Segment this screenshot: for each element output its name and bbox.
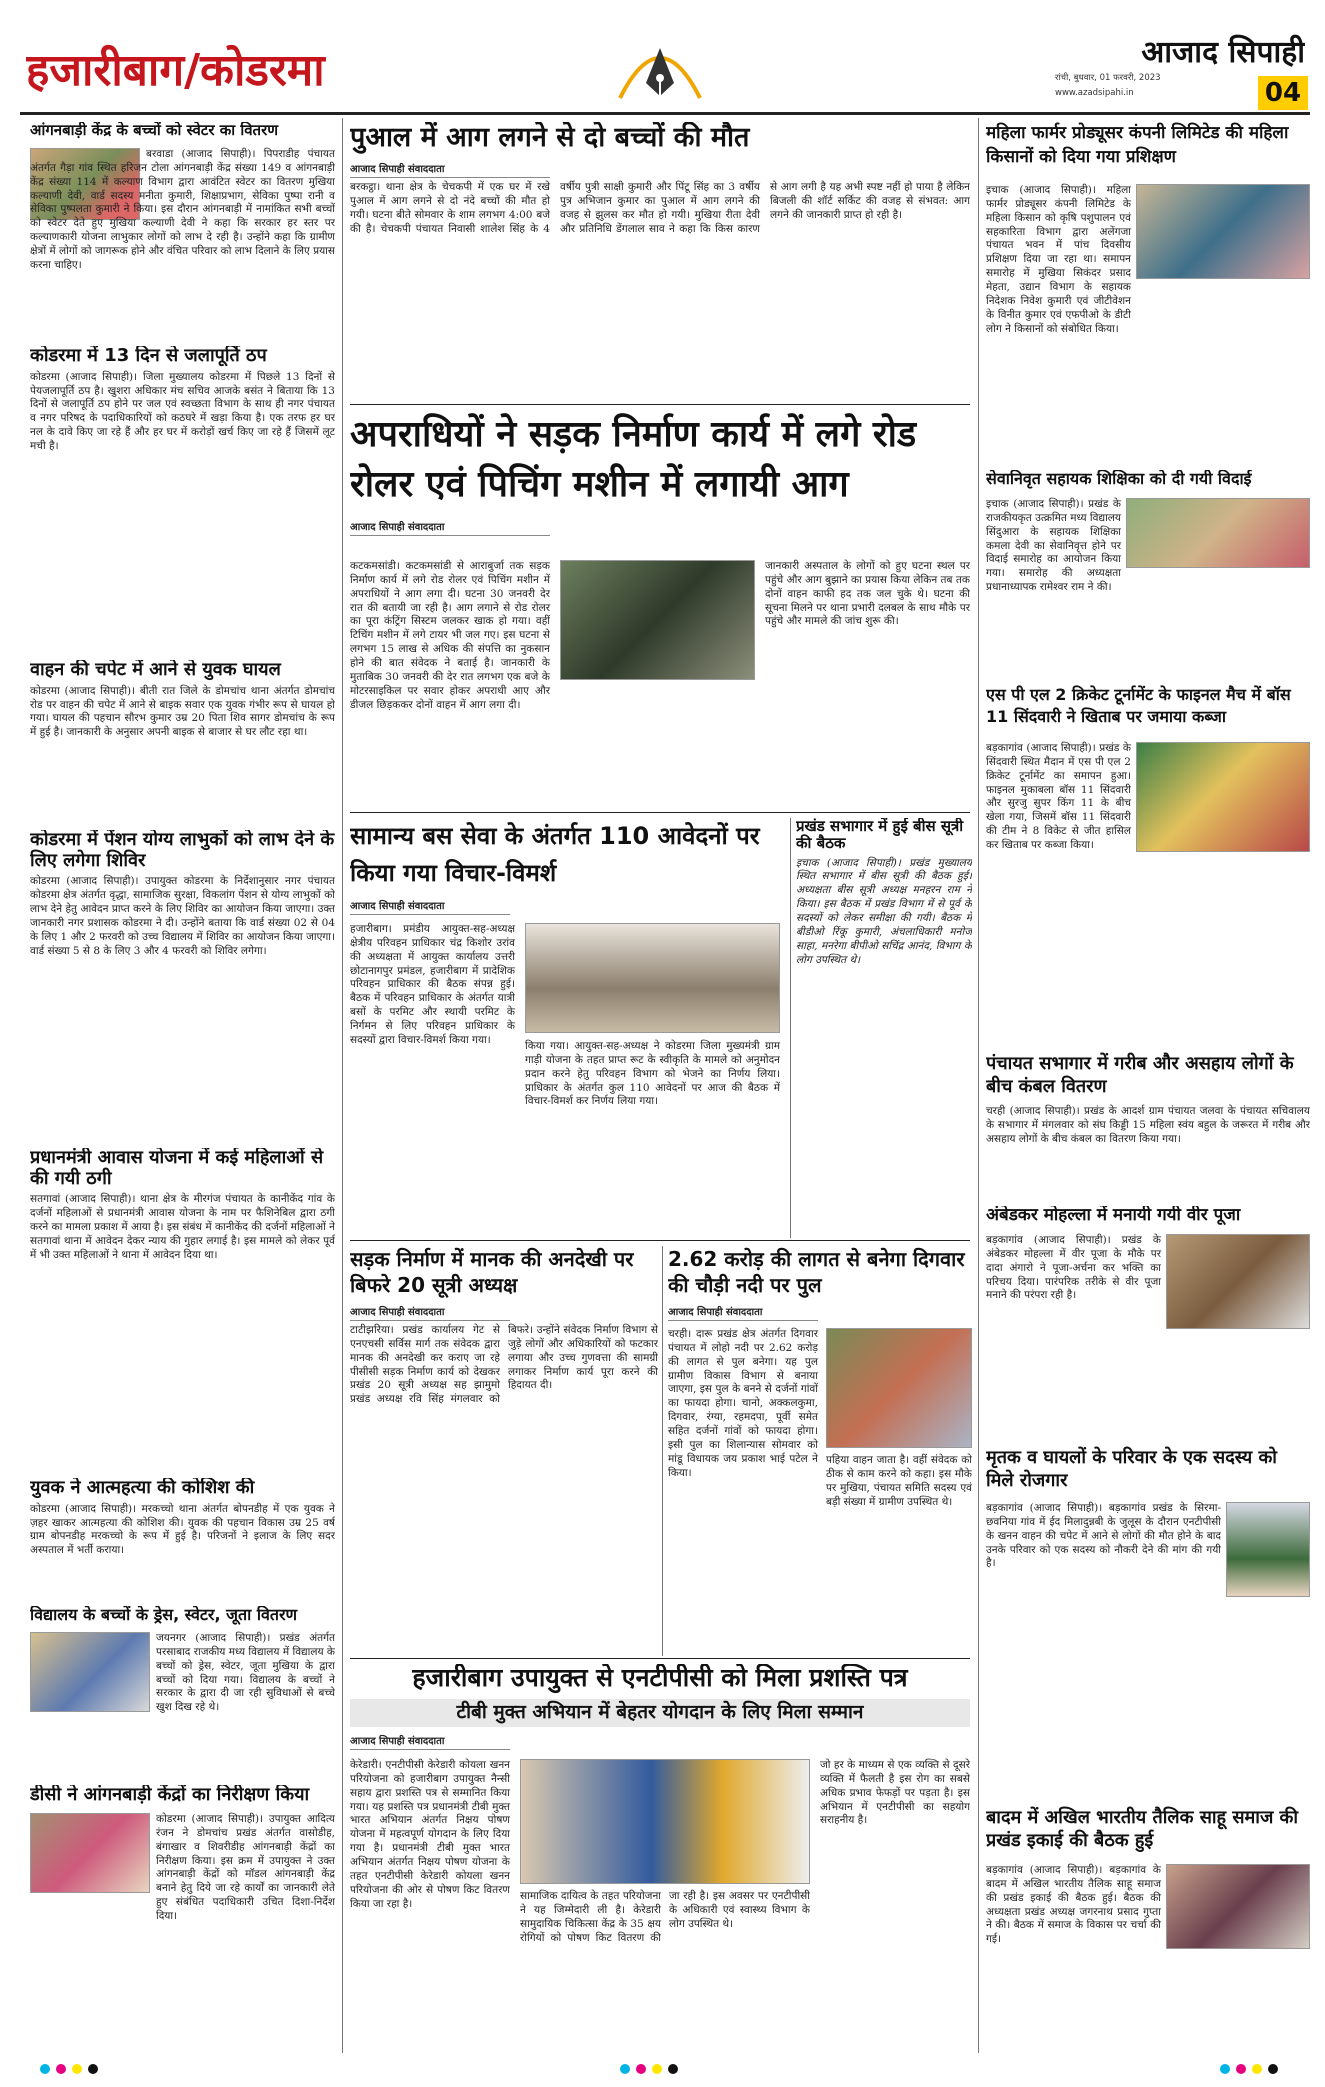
headline: युवक ने आत्महत्या की कोशिश की: [30, 1478, 255, 1498]
body-cont: सामाजिक दायित्व के तहत परियोजना ने यह जिम्मेदारी ली है। केरेडारी सामुदायिक चिकित्सा केंद्र के 35 क्षय रोगियों को पोषण किट वितरण की जा रही है। इस अवसर पर एनटीपीसी के अधिकारी एवं स्वास्थ्य विभाग के लोग उपस्थित थे।: [520, 1890, 810, 1944]
rule: [350, 1240, 970, 1241]
body: जयनगर (आजाद सिपाही)। प्रखंड अंतर्गत परसाबाद राजकीय मध्य विद्यालय में विद्यालय के बच्चों को ड्रेस, स्वेटर, जूता मुखिया के द्वारा बच्चों को दिया गया। विद्यालय के बच्चों ने सरकार के द्वारा दी जा रही सुविधाओं से बच्चे खुश दिख रहे थे।: [156, 1632, 335, 1714]
story-dc-inspection: [30, 1785, 335, 2045]
rule: [350, 1658, 970, 1659]
registration-marks-right: [1220, 2062, 1300, 2076]
story-rural-employment-meeting: [796, 818, 972, 1238]
story-cricket-final: [986, 684, 1310, 1049]
reg-dot-black: [1268, 2064, 1278, 2074]
body: चरही। दारू प्रखंड क्षेत्र अंतर्गत दिगवार पंचायत में लोहो नदी पर 2.62 करोड़ की लागत से पुल बनेगा। यह पुल ग्रामीण विकास विभाग से बनाया जाएगा, इस पुल के बनने से दर्जनों गांवों का फायदा होगा। चानो, अक्कलकुमा, दिगवार, रंग्या, रहमदपा, पूर्वी समेत सहित दर्जनों गांवों को फायदा होगा। इसी पुल का शिलान्यास सोमवार को मांडू विधायक जय प्रकाश भाई पटेल ने किया।: [668, 1328, 818, 1479]
rule: [350, 812, 970, 813]
column-rule-left: [342, 118, 343, 2053]
body: कोडरमा (आजाद सिपाही)। उपायुक्त कोडरमा के निर्देशानुसार नगर पंचायत कोडरमा क्षेत्र अंतर्गत वृद्धा, सामाजिक सुरक्षा, विकलांग पेंशन से योग्य लाभुकों को लाभ देने हेतु आवेदन प्राप्त करने के लिए शिविर का आयोजन किया जाएगा। उक्त जानकारी नगर प्रशासक कोडरमा ने दी। उन्होंने बताया कि वार्ड संख्या 02 से 04 के लिए 1 और 2 फरवरी को उच्च विद्यालय में शिविर का आयोजन किया जाएगा। वार्ड संख्या 5 से 8 के लिए 3 और 4 फरवरी को शिविर लगेगा।: [30, 875, 335, 957]
byline: आजाद सिपाही संवाददाता: [350, 1304, 510, 1321]
body: बड़कागांव (आजाद सिपाही)। प्रखंड के अंबेडकर मोहल्ला में वीर पूजा के मौके पर दादा अंगारो ने पूजा-अर्चना कर भक्ति का परिचय दिया। पारंपरिक तरीके से वीर पूजा मनाने की परंपरा रही है।: [986, 1234, 1161, 1302]
headline: सामान्य बस सेवा के अंतर्गत 110 आवेदनों पर किया गया विचार-विमर्श: [350, 822, 760, 888]
rule: [790, 818, 791, 1238]
reg-dot-cyan: [620, 2064, 630, 2074]
story-compassionate-job: [986, 1446, 1310, 1801]
reg-dot-yellow: [1252, 2064, 1262, 2074]
body: कोडरमा (आजाद सिपाही)। जिला मुख्यालय कोडरमा में पिछले 13 दिनों से पेयजलापूर्ति ठप है। खुशरा अधिकार मंच सचिव आजके बसंत ने बिताया कि 13 दिनों से जलापूर्ति ठप होने पर जल एवं स्वच्छता विभाग के साथ ही नगर पंचायत व नगर परिषद के पदाधिकारियों को कठघरे में खड़ा किया है। एक तरफ हर घर नल के दावे किए जा रहे हैं और हर घर में करोड़ों खर्च किए जा रहे हैं जिसमें लूट मची है।: [30, 370, 335, 452]
byline: आजाद सिपाही संवाददाता: [350, 1733, 510, 1750]
website: www.azadsipahi.in: [1055, 88, 1134, 98]
pen-nib-icon: [610, 28, 710, 108]
rule: [662, 1246, 663, 1656]
headline: प्रखंड सभागार में हुई बीस सूत्री की बैठक: [796, 818, 964, 853]
story-school-dress: [30, 1606, 335, 1778]
page-number-badge: 04: [1258, 76, 1308, 110]
story-children-fire: [350, 122, 970, 402]
body: कोडरमा (आजाद सिपाही)। उपायुक्त आदित्य रंजन ने डोमचांच प्रखंड अंतर्गत वासोडीह, बंगाखार व शिवरीडीह आंगनबाड़ी केंद्रों का निरीक्षण किया। इस क्रम में उपायुक्त ने उक्त आंगनबाड़ी केंद्रों को मॉडल आंगनबाड़ी केंद्र बनाने हेतु दिये जा रहे कार्यों का जानकारी लेते हुए संबंधित पदाधिकारी उचित दिशा-निर्देश दिया।: [156, 1813, 335, 1923]
body-cont: पहिया वाहन जाता है। वहीं संवेदक को ठीक से काम करने को कहा। इस मौके पर मुखिया, पंचायत समिति सदस्य एवं बड़ी संख्या में ग्रामीण उपस्थित थे।: [826, 1454, 972, 1508]
photo-transport-meeting: [525, 923, 780, 1033]
headline: बादम में अखिल भारतीय तैलिक साहू समाज की प्रखंड इकाई की बैठक हुई: [986, 1807, 1299, 1852]
column-rule-right: [978, 118, 979, 2053]
story-bus-service: [350, 818, 785, 1238]
headline: कोडरमा में 13 दिन से जलापूर्ति ठप: [30, 346, 267, 366]
headline: 2.62 करोड़ की लागत से बनेगा दिगवार की चौड़ी नदी पर पुल: [668, 1247, 965, 1297]
reg-dot-yellow: [652, 2064, 662, 2074]
photo-portrait: [1226, 1502, 1310, 1597]
pen-nib-logo: [610, 28, 710, 108]
story-youth-suicide: [30, 1478, 335, 1598]
story-women-farmers: [986, 122, 1310, 467]
byline: आजाद सिपाही संवाददाता: [668, 1304, 818, 1321]
dateline: रांची, बुधवार, 01 फरवरी, 2023: [1055, 73, 1161, 83]
photo-school-children: [30, 1632, 150, 1712]
reg-dot-yellow: [72, 2064, 82, 2074]
story-sahu-samaj: [986, 1806, 1310, 2051]
body-side: जो हर के माध्यम से एक व्यक्ति से दूसरे व्यक्ति में फैलती है इस रोग का सबसे अधिक प्रभाव फेफड़ों पर पड़ता है। इस अभियान में एनटीपीसी का सहयोग सराहनीय है।: [820, 1759, 970, 1827]
headline: मृतक व घायलों के परिवार के एक सदस्य को मिले रोजगार: [986, 1447, 1277, 1492]
story-road-roller-fire: [350, 410, 970, 810]
registration-marks-center: [620, 2062, 700, 2076]
reg-dot-magenta: [636, 2064, 646, 2074]
story-pension-camp: [30, 830, 335, 1135]
story-standards-neglect: [350, 1246, 658, 1656]
story-teacher-farewell: [986, 470, 1310, 680]
headline: डीसी ने आंगनबाड़ी केंद्रों का निरीक्षण किया: [30, 1785, 310, 1805]
body: बड़कागांव (आजाद सिपाही)। बड़कागांव के बादम में अखिल भारतीय तैलिक साहू समाज की प्रखंड इकाई की बैठक हुई। बैठक की अध्यक्षता प्रखंड अध्यक्ष जगरनाथ प्रसाद गुप्ता ने की। बैठक में समाज के विकास पर चर्चा की गई।: [986, 1864, 1161, 1946]
body: इचाक (आजाद सिपाही)। महिला फार्मर प्रोड्यूसर कंपनी लिमिटेड के महिला किसान को कृषि पशुपालन एवं सहकारिता विभाग द्वारा अलेंगजा पंचायत भवन में पांच दिवसीय प्रशिक्षण दिया जा रहा था। समापन समारोह में मुखिया सिकंदर प्रसाद मेहता, उद्यान विभाग के सहायक निदेशक निवेश कुमारी एवं जीटीवेशन के विनीत कुमार एवं एफपीओ के डीटी लोग ने किसानों को संबोधित किया।: [986, 184, 1131, 335]
paper-name: [1065, 30, 1305, 70]
body: हजारीबाग। प्रमंडीय आयुक्त-सह-अध्यक्ष क्षेत्रीय परिवहन प्राधिकार चंद्र किशोर उरांव की अध्यक्षता में आयुक्त कार्यालय उत्तरी छोटानागपुर प्रमंडल, हजारीबाग में प्रादेशिक परिवहन प्राधिकार की बैठक संपन्न हुई। बैठक में परिवहन प्राधिकार के अंतर्गत यात्री बसों के परमिट और स्थायी परमिट के निर्गमन से लिए परिवहन प्राधिकार के सदस्यों द्वारा विचार-विमर्श किया गया।: [350, 923, 515, 1046]
headline: कोडरमा में पेंशन योग्य लाभुकों को लाभ देने के लिए लगेगा शिविर: [30, 830, 335, 871]
reg-dot-magenta: [56, 2064, 66, 2074]
body: टाटीझरिया। प्रखंड कार्यालय गेट से एनएचसी सर्विस मार्ग तक संवेदक द्वारा मानक की अनदेखी कर कराए जा रहे पीसीसी सड़क निर्माण कार्य को देखकर प्रखंड 20 सूत्री अध्यक्ष सह झामुमो प्रखंड अध्यक्ष रवि सिंह मंगलवार को बिफरे। उन्होंने संवेदक निर्माण विभाग से जुड़े लोगों और अधिकारियों को फटकार लगाया और उच्च गुणवत्ता की सामग्री लगाकर निर्माण कार्य पूरा करने की हिदायत दी।: [350, 1324, 658, 1406]
subheadline: टीबी मुक्त अभियान में बेहतर योगदान के लिए मिला सम्मान: [350, 1699, 970, 1727]
story-youth-injured: [30, 660, 335, 830]
reg-dot-cyan: [1220, 2064, 1230, 2074]
story-veer-puja: [986, 1206, 1310, 1441]
body-cont: जानकारी अस्पताल के लोगों को हुए घटना स्थल पर पहुंचे और आग बुझाने का प्रयास किया लेकिन तब तक दोनों वाहन काफी हद तक जल चुके थे। घटना की सूचना मिलने पर थाना प्रभारी दलबल के साथ मौके पर पहुंचे और मामले की जांच शुरू की।: [765, 560, 970, 628]
headline: अंबेडकर मोहल्ला में मनायी गयी वीर पूजा: [986, 1206, 1241, 1225]
body-cont: किया गया। आयुक्त-सह-अध्यक्ष ने कोडरमा जिला मुख्यमंत्री ग्राम गाड़ी योजना के तहत प्राप्त रूट के स्वीकृति के मामले को अनुमोदन प्रदान करने हेतु परिवहन विभाग को भेजने का निर्णय लिया। प्राधिकार के अंतर्गत कुल 110 आवेदनों पर आज की बैठक में विचार-विमर्श कर निर्णय लिया गया।: [525, 1040, 780, 1108]
headline: हजारीबाग उपायुक्त से एनटीपीसी को मिला प्रशस्ति पत्र: [412, 1664, 908, 1692]
photo-samaj-meeting: [1166, 1864, 1310, 1949]
headline: पुआल में आग लगने से दो बच्चों की मौत: [350, 122, 750, 153]
byline: आजाद सिपाही संवाददाता: [350, 161, 550, 178]
story-bridge-digwar: [668, 1246, 972, 1656]
rule: [350, 404, 970, 405]
headline: विद्यालय के बच्चों के ड्रेस, स्वेटर, जूता वितरण: [30, 1606, 298, 1624]
section-title-text: हजारीबाग/कोडरमा: [26, 45, 325, 96]
photo-dc-visit: [30, 1813, 150, 1893]
headline: सड़क निर्माण में मानक की अनदेखी पर बिफरे 20 सूत्री अध्यक्ष: [350, 1247, 634, 1297]
photo-puja: [1166, 1234, 1310, 1329]
photo-farmers-training: [1136, 184, 1310, 279]
body: इचाक (आजाद सिपाही)। प्रखंड मुख्यालय स्थित सभागार में बीस सूत्री की बैठक हुई। अध्यक्षता बीस सूत्री अध्यक्ष मनहरन राम ने किया। इस बैठक में प्रखंड विभाग में से पूर्व के सदस्यों को लेकर समीक्षा की गयी। बैठक में बीडीओ रिंकू कुमारी, अंचलाधिकारी मनोज साहा, मनरेगा बीपीओ सचिंद्र आनंद, विभाग के लोग उपस्थित थे।: [796, 856, 972, 966]
body: बड़कागांव (आजाद सिपाही)। बड़कागांव प्रखंड के सिरमा-छवनिया गांव में ईद मिलादुन्नबी के जुलूस के दौरान एनटीपीसी के खनन वाहन की चपेट में आने से लोगों की मौत होने के बाद उनके परिवार को एक सदस्य को नौकरी देने की मांग की गयी है।: [986, 1502, 1221, 1570]
body: बरकट्ठा। थाना क्षेत्र के चेचकपी में एक घर में रखे पुआल में आग लगने से दो नंदे बच्चों की मौत हो गयी। घटना बीते सोमवार के शाम लगभग 4:00 बजे की है। चेचकपी पंचायत निवासी शालेश सिंह के 4 वर्षीय पुत्री साक्षी कुमारी और पिंटू सिंह का 3 वर्षीय पुत्र अभिजान कुमार का पुआल में आग लगने की वजह से झुलस कर मौत हो गयी। मुखिया रीता देवी और प्रतिनिधि डेंगलाल साव ने कहा कि किस कारण से आग लगी है यह अभी स्पष्ट नहीं हो पाया है लेकिन बिजली की शॉर्ट सर्किट की वजह से संभवत: आग लगने की जानकारी प्राप्त हो रही है।: [350, 181, 970, 235]
story-blanket-distribution: [986, 1052, 1310, 1202]
headline: आंगनबाड़ी केंद्र के बच्चों को स्वेटर का वितरण: [30, 122, 279, 139]
photo-ntpc-certificate: [520, 1759, 810, 1884]
photo-burnt-roller: [560, 560, 755, 680]
paper-name-text: आजाद सिपाही: [1141, 35, 1305, 70]
reg-dot-black: [668, 2064, 678, 2074]
body: कोडरमा (आजाद सिपाही)। मरकच्चो थाना अंतर्गत बोपनडीह में एक युवक ने ज़हर खाकर आत्महत्या की कोशिश की। युवक की पहचान विकास उम्र 25 वर्ष ग्राम बोपनडीह मरकच्चो के रूप में हुई है। परिजनों ने इलाज के लिए सदर अस्पताल में भर्ती कराया।: [30, 1502, 335, 1557]
headline: प्रधानमंत्री आवास योजना में कई महिलाओं से की गयी ठगी: [30, 1148, 324, 1189]
byline: आजाद सिपाही संवाददाता: [350, 898, 510, 915]
body: कटकमसांडी। कटकमसांडी से आराबुर्जा तक सड़क निर्माण कार्य में लगे रोड रोलर एवं पिचिंग मशीन में अपराधियों ने आग लगा दी। घटना 30 जनवरी देर रात की बतायी जा रही है। आग लगाने से रोड रोलर का पूरा कंट्रिंग सिस्टम जलकर खाक हो गया। वहीं टिचिंग मशीन में लगे टायर भी जल गए। इस घटना से लगभग 15 लाख से अधिक की संपत्ति का नुकसान होने की बात संवेदक ने बताई है। जानकारी के मुताबिक 30 जनवरी की देर रात लगभग एक बजे के मोटरसाइकिल पर सवार होकर अपराधी आए और डीजल छिड़ककर दोनों वाहन में आग लगा दी।: [350, 560, 550, 711]
body: बड़कागांव (आजाद सिपाही)। प्रखंड के सिंदवारी स्थित मैदान में एस पी एल 2 क्रिकेट टूर्नामेंट का समापन हुआ। फाइनल मुकाबला बॉस 11 सिंदवारी और सुरजु सुपर किंग 11 के बीच खेला गया, जिसमें बॉस 11 सिंदवारी की टीम ने 8 विकेट से जीत हासिल कर खिताब पर कब्जा किया।: [986, 742, 1131, 852]
story-anganwadi-sweater: [30, 122, 335, 342]
reg-dot-magenta: [1236, 2064, 1246, 2074]
headline: एस पी एल 2 क्रिकेट टूर्नामेंट के फाइनल मैच में बॉस 11 सिंदवारी ने खिताब पर जमाया कब्जा: [986, 685, 1291, 726]
body: केरेडारी। एनटीपीसी केरेडारी कोयला खनन परियोजना को हजारीबाग उपायुक्त नैन्सी सहाय द्वारा प्रशस्ति पत्र से सम्मानित किया गया। यह प्रशस्ति पत्र प्रधानमंत्री टीबी मुक्त भारत अभियान अंतर्गत निक्षय पोषण योजना में महत्वपूर्ण योगदान के लिए दिया गया है। प्रधानमंत्री टीबी मुक्त भारत अभियान अंतर्गत निक्षय पोषण योजना के तहत एनटीपीसी केरेडारी कोयला खनन परियोजना की ओर से पोषण किट वितरण किया जा रहा है।: [350, 1759, 510, 1910]
body: चरही (आजाद सिपाही)। प्रखंड के आदर्श ग्राम पंचायत जलवा के पंचायत सचिवालय के सभागार में मंगलवार को संघ किड्डी 15 महिला स्वंय बहुल के जरूरत में गरीब और असहाय लोगों के बीच कंबल का वितरण किया गया।: [986, 1104, 1310, 1145]
section-title: [26, 40, 466, 102]
story-ntpc-award: [350, 1664, 970, 2049]
story-koderma-water: [30, 346, 335, 646]
photo-foundation-stone: [826, 1328, 972, 1448]
reg-dot-cyan: [40, 2064, 50, 2074]
headline: अपराधियों ने सड़क निर्माण कार्य में लगे रोड रोलर एवं पिचिंग मशीन में लगायी आग: [350, 414, 917, 506]
body: बरवाडा (आजाद सिपाही)। पिपराडीह पंचायत अंतर्गत गैड़ा गांव स्थित हरिजन टोला आंगनबाड़ी केंद्र संख्या 149 व आंगनबाड़ी केंद्र संख्या 114 में कल्याण विभाग द्वारा आवंटित स्वेटर का वितरण मुखिया कल्याणी देवी, वार्ड सदस्य मनीता कुमारी, शिक्षाप्रभाग, सेविका पुष्पा रानी व सेविका पुष्पलता कुमारी ने किया। इस दौरान आंगनबाड़ी में नामांकित सभी बच्चों को स्वेटर देते हुए मुखिया कल्याणी देवी ने कहा कि सरकार हर स्तर पर कल्याणकारी योजना लाभुकार लोगों को लाभ दे रही है। उन्होंने कहा कि ग्रामीण क्षेत्रों में लोगों को जागरूक होने और वंचित परिवार को लाभ दिलाने के लिए प्रयास करना चाहिए।: [30, 148, 335, 271]
body: सतगावां (आजाद सिपाही)। थाना क्षेत्र के मीरगंज पंचायत के कानीकेंद गांव के दर्जनों महिलाओं से प्रधानमंत्री आवास योजना के नाम पर फैशिनेबिल द्वारा ठगी करने का मामला प्रकाश में आया है। इस संबंध में कानीकेंद की दर्जनों महिलाओं ने सतगावां थाना में आवेदन देकर न्याय की गुहार लगाई है। इस मामले को लेकर पूर्व में भी उक्त महिलाओं ने थाना में आवेदन दिया था।: [30, 1193, 335, 1261]
photo-farewell: [1126, 498, 1310, 568]
headline: सेवानिवृत सहायक शिक्षिका को दी गयी विदाई: [986, 470, 1252, 488]
body: कोडरमा (आजाद सिपाही)। बीती रात जिले के डोमचांच थाना अंतर्गत डोमचांच रोड पर वाहन की चपेट में आने से बाइक सवार एक युवक गंभीर रूप से घायल हो गया। घायल की पहचान सौरभ कुमार उम्र 20 पिता शिव सागर डोमचांच के रूप में हुई है। जानकारी के अनुसार अपनी बाइक से बाजार से घर लौट रहा था।: [30, 684, 335, 739]
photo-cricket-team: [1136, 742, 1310, 852]
story-pm-awas-fraud: [30, 1148, 335, 1468]
headline: पंचायत सभागार में गरीब और असहाय लोगों के बीच कंबल वितरण: [986, 1053, 1294, 1098]
reg-dot-black: [88, 2064, 98, 2074]
headline: वाहन की चपेट में आने से युवक घायल: [30, 660, 281, 680]
masthead-rule: [20, 112, 1310, 115]
body: इचाक (आजाद सिपाही)। प्रखंड के राजकीयकृत उत्क्रमित मध्य विद्यालय सिंदुआरा के सहायक शिक्षिका कमला देवी का सेवानिवृत्त होने पर विदाई समारोह का आयोजन किया गया। समारोह की अध्यक्षता प्रधानाध्यापक रामेश्वर राम ने की।: [986, 498, 1122, 594]
byline: आजाद सिपाही संवाददाता: [350, 519, 550, 536]
headline: महिला फार्मर प्रोड्यूसर कंपनी लिमिटेड की महिला किसानों को दिया गया प्रशिक्षण: [986, 123, 1289, 167]
registration-marks-left: [40, 2062, 120, 2076]
